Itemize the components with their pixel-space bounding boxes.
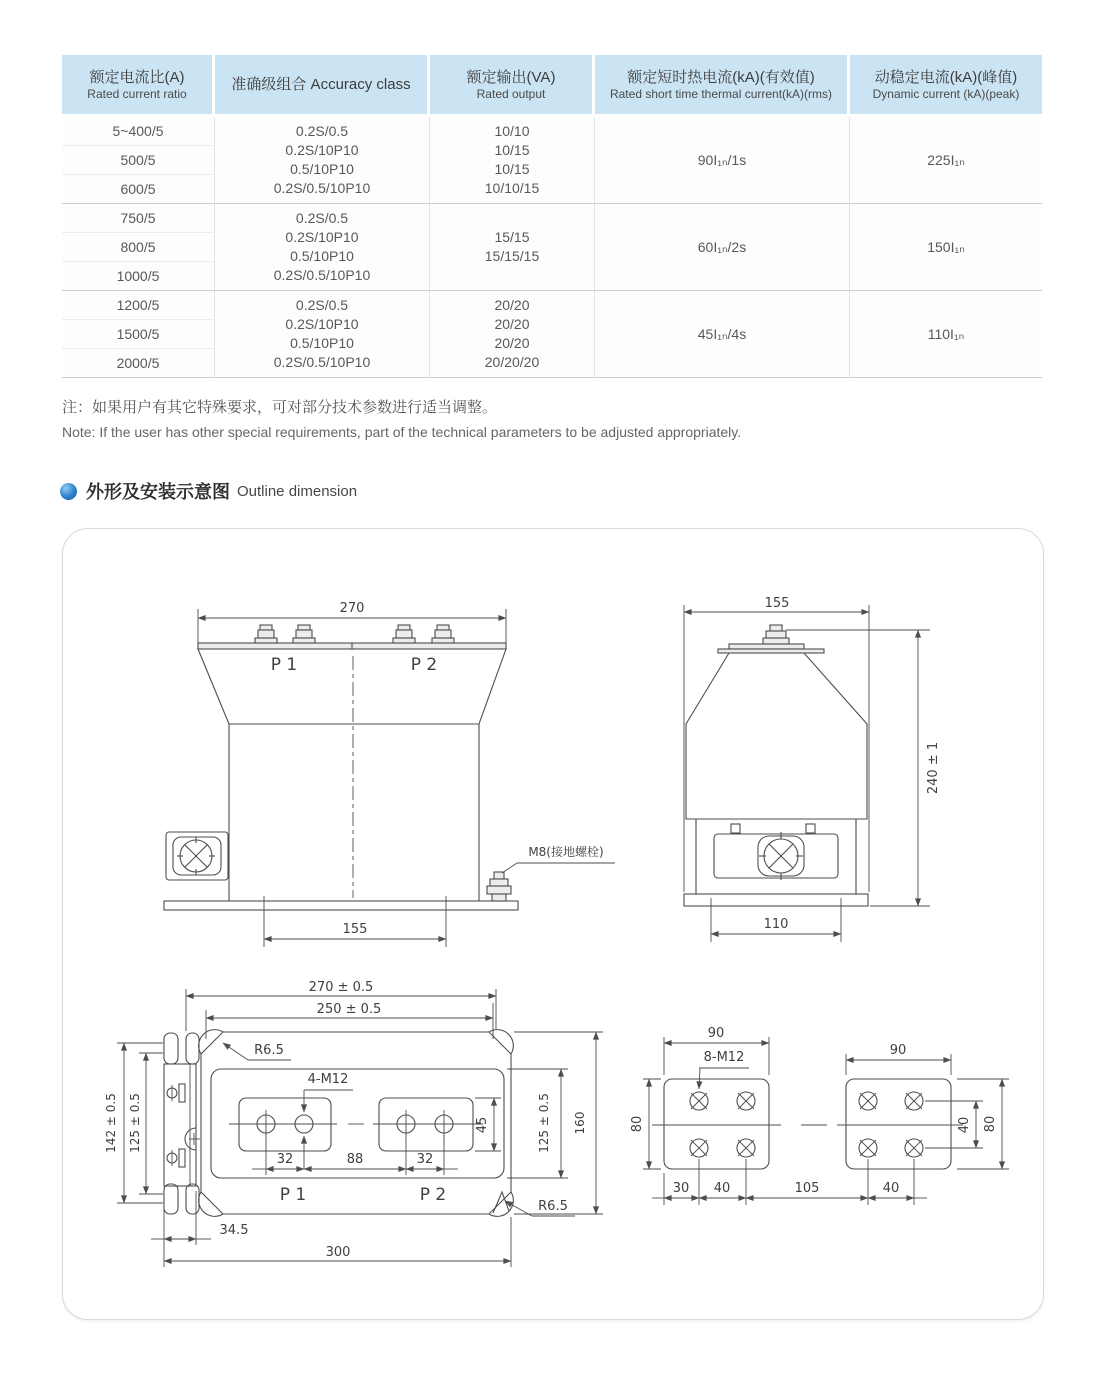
accuracy-line: 0.2S/10P10: [285, 142, 359, 158]
front-dim-bottom-label: 155: [342, 922, 368, 937]
accuracy-cell: [215, 204, 430, 291]
plate-b4-label: 40: [882, 1181, 900, 1196]
output-line: 20/20: [494, 297, 530, 313]
col-header-dynamic: [850, 55, 1042, 117]
ratio-cell: 5~400/5: [62, 117, 215, 146]
top-left-bracket: [164, 1033, 200, 1214]
plate-left: [652, 1079, 781, 1169]
plate-right: [837, 1079, 963, 1169]
header-zh: 动稳定电流(kA)(峰值): [874, 68, 1018, 86]
header-zh: 额定电流比(A): [89, 68, 185, 86]
output-cell: [430, 291, 595, 378]
side-dim-height: [786, 630, 941, 906]
ratio-cell: 600/5: [62, 175, 215, 204]
header-zh: 额定输出(VA): [466, 68, 556, 86]
top-dim-inner: [206, 1002, 493, 1039]
top-body: [199, 1030, 514, 1217]
plate-left-width-label: 90: [707, 1026, 725, 1041]
top-dim-left-inner: [128, 1053, 163, 1194]
terminal-bolt-icon: [255, 625, 454, 643]
top-dim-s2-label: 88: [346, 1152, 364, 1167]
top-dim-right-inner: [507, 1069, 568, 1178]
accuracy-line: 0.2S/0.5/10P10: [273, 180, 371, 196]
plate-b2-label: 40: [713, 1181, 731, 1196]
top-dim-right-outer: [514, 1032, 603, 1214]
top-dim-inner-label: 250 ± 0.5: [316, 1002, 382, 1017]
accuracy-cell: [215, 291, 430, 378]
ratio-cell: 800/5: [62, 233, 215, 262]
front-p2-label: P 2: [410, 655, 438, 675]
accuracy-line: 0.2S/0.5: [295, 210, 349, 226]
outline-dimension-panel: [62, 528, 1044, 1320]
top-radius-callout-tl: [223, 1043, 291, 1060]
accuracy-line: 0.2S/0.5: [295, 123, 349, 139]
output-line: 10/10/15: [484, 180, 540, 196]
header-zh: 额定短时热电流(kA)(有效值): [627, 68, 815, 86]
plate-left-height-label: 80: [630, 1115, 645, 1133]
plate-right-height-label: 80: [983, 1115, 998, 1133]
ratio-cell: 1000/5: [62, 262, 215, 291]
top-dim-total: [164, 1217, 511, 1267]
thermal-cell: 60I₁ₙ/2s: [595, 204, 850, 291]
plate-right-width-label: 90: [889, 1043, 907, 1058]
front-p1-label: P 1: [270, 655, 298, 675]
top-dim-pad-height: [475, 1098, 501, 1151]
output-line: 20/20: [494, 335, 530, 351]
plate-right-pitch-label: 40: [957, 1116, 972, 1134]
output-cell: [430, 204, 595, 291]
output-line: 15/15: [494, 229, 530, 245]
side-view-drawing: [646, 596, 976, 976]
front-view-drawing: [151, 596, 631, 976]
front-body: [164, 625, 518, 910]
ratio-cell: 1500/5: [62, 320, 215, 349]
side-dim-bottom-label: 110: [763, 917, 789, 932]
spec-table: [62, 55, 1042, 378]
top-dim-pad-h-label: 45: [475, 1116, 490, 1134]
table-row: [62, 204, 1042, 233]
terminal-plates-drawing: [621, 1021, 1021, 1221]
ground-bolt-icon: [487, 872, 511, 901]
top-dim-left-inner-label: 125 ± 0.5: [128, 1093, 142, 1153]
ratio-cell: 750/5: [62, 204, 215, 233]
note-en: Note: If the user has other special requirements, part of the technical parameters to be adjusted appropriately.: [62, 424, 742, 440]
accuracy-line: 0.2S/0.5/10P10: [273, 267, 371, 283]
header-en: Rated current ratio: [87, 86, 187, 101]
top-radius-tl-label: R6.5: [254, 1043, 284, 1058]
dynamic-cell: 150I₁ₙ: [850, 204, 1042, 291]
top-radius-callout-br: [505, 1199, 575, 1216]
top-dim-total-label: 300: [325, 1245, 351, 1260]
note-zh: 注：如果用户有其它特殊要求，可对部分技术参数进行适当调整。: [62, 399, 498, 416]
accuracy-cell: [215, 117, 430, 204]
top-dim-outer-label: 270 ± 0.5: [308, 980, 374, 995]
notes: [62, 396, 741, 444]
ratio-cell: 1200/5: [62, 291, 215, 320]
header-en: Rated output: [476, 86, 546, 101]
top-dim-offset: [151, 1189, 248, 1267]
top-p2-label: P 2: [419, 1185, 447, 1205]
plate-bolt-callout: [699, 1050, 749, 1089]
accuracy-line: 0.2S/0.5: [295, 297, 349, 313]
ground-callout: [502, 844, 615, 873]
col-header-output: [430, 55, 595, 117]
front-terminal-box: [166, 832, 228, 880]
output-line: 15/15/15: [484, 248, 540, 264]
top-dim-s3-label: 32: [416, 1152, 434, 1167]
top-p1-label: P 1: [279, 1185, 307, 1205]
side-dim-height-label: 240 ± 1: [926, 741, 941, 795]
output-line: 10/10: [494, 123, 530, 139]
front-dim-bottom: [264, 896, 446, 947]
top-radius-br-label: R6.5: [538, 1199, 568, 1214]
ratio-cell: 500/5: [62, 146, 215, 175]
front-dim-top: [198, 601, 506, 646]
top-bolt-callout-label: 4-M12: [307, 1072, 349, 1087]
side-dim-top-label: 155: [764, 596, 790, 611]
accuracy-line: 0.5/10P10: [290, 335, 354, 351]
output-line: 10/15: [494, 161, 530, 177]
accuracy-line: 0.5/10P10: [290, 161, 354, 177]
bullet-sphere-icon: [60, 483, 77, 500]
top-dim-right-outer-label: 160: [573, 1111, 587, 1135]
thermal-cell: 90I₁ₙ/1s: [595, 117, 850, 204]
table-row: [62, 117, 1042, 146]
section-title-en: Outline dimension: [237, 482, 358, 500]
side-dim-bottom: [711, 898, 841, 942]
ratio-cell: 2000/5: [62, 349, 215, 378]
accuracy-line: 0.2S/10P10: [285, 316, 359, 332]
header-en: Dynamic current (kA)(peak): [872, 86, 1020, 101]
output-cell: [430, 117, 595, 204]
ground-label: M8(接地螺栓): [528, 845, 604, 859]
col-header-ratio: [62, 55, 215, 117]
spec-table-wrap: [62, 55, 1042, 378]
side-body: [684, 625, 868, 906]
top-dim-offset-label: 34.5: [219, 1223, 249, 1238]
top-view-drawing: [101, 979, 611, 1279]
top-dim-left-outer-label: 142 ± 0.5: [104, 1093, 118, 1153]
header-en: Rated short time thermal current(kA)(rms): [609, 86, 833, 101]
plate-bolt-callout-label: 8-M12: [703, 1050, 745, 1065]
side-terminal-box: [714, 832, 838, 880]
output-line: 20/20: [494, 316, 530, 332]
plate-bottom-dims: [652, 1159, 927, 1205]
accuracy-line: 0.2S/10P10: [285, 229, 359, 245]
col-header-accuracy: [215, 55, 430, 117]
top-dim-s1-label: 32: [276, 1152, 294, 1167]
top-dim-spacings: [252, 1133, 458, 1175]
header-zh: 准确级组合 Accuracy class: [231, 76, 411, 93]
dynamic-cell: 110I₁ₙ: [850, 291, 1042, 378]
plate-b3-label: 105: [794, 1181, 820, 1196]
dynamic-cell: 225I₁ₙ: [850, 117, 1042, 204]
accuracy-line: 0.5/10P10: [290, 248, 354, 264]
col-header-thermal: [595, 55, 850, 117]
top-bolt-callout: [304, 1072, 353, 1169]
plate-b1-label: 30: [672, 1181, 690, 1196]
output-line: 20/20/20: [484, 354, 540, 370]
front-dim-top-label: 270: [339, 601, 365, 616]
accuracy-line: 0.2S/0.5/10P10: [273, 354, 371, 370]
thermal-cell: 45I₁ₙ/4s: [595, 291, 850, 378]
section-header: [60, 478, 357, 504]
section-title-zh: 外形及安装示意图: [86, 482, 230, 502]
output-line: 10/15: [494, 142, 530, 158]
table-row: [62, 291, 1042, 320]
top-dim-right-inner-label: 125 ± 0.5: [537, 1093, 551, 1153]
